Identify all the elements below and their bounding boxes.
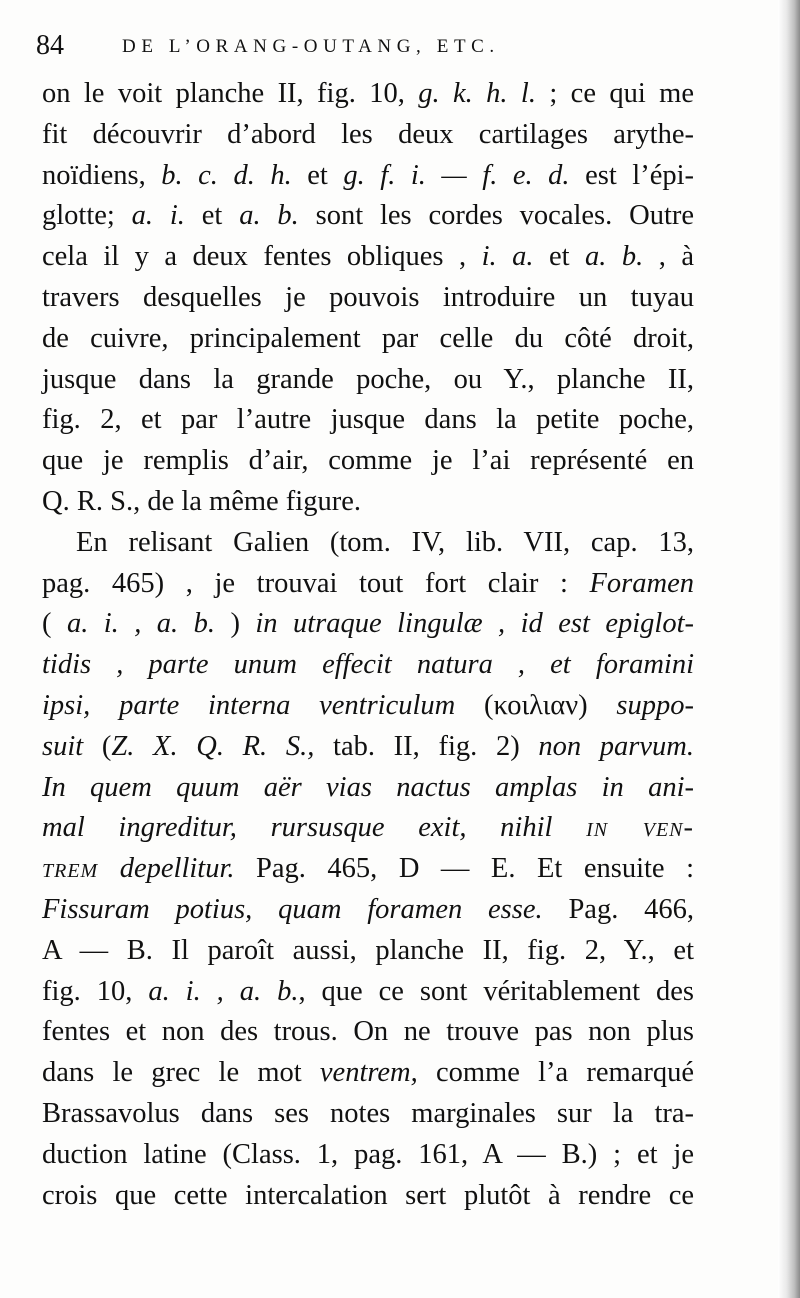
italic-segment: Fissuram potius, quam foramen esse. [42,893,543,925]
text-segment: que je remplis d’air, comme je l’ai représenté en [42,445,694,477]
text-segment: Brassavolus dans ses notes marginales sur la tra- [42,1097,694,1129]
text-segment: cela il y a deux fentes obliques , [42,241,482,273]
italic-segment: depellitur. [98,853,235,885]
text-line [42,686,694,727]
italic-segment: g. f. i. — f. e. d. [343,159,570,191]
text-segment: fig. 2, et par l’autre jusque dans la petite poche, [42,404,694,436]
running-header [36,30,636,70]
text-segment: et [291,159,344,191]
italic-segment: g. k. h. l. [418,78,536,109]
text-line [42,604,694,645]
running-title: DE L’ORANG-OUTANG, ETC. [122,36,500,57]
italic-segment: trem [42,853,99,885]
text-line [42,115,694,156]
text-line [42,972,694,1013]
text-line [42,890,694,931]
text-line [42,1012,694,1053]
italic-segment: Z. X. Q. R. S., [111,730,315,762]
text-line [42,1053,694,1094]
text-segment: glotte; [42,200,132,232]
text-segment: Q. R. S., de la même figure. [42,485,361,517]
text-line [42,768,694,809]
text-line [42,1176,694,1217]
text-segment: En relisant Galien (tom. IV, lib. VII, cap. 13, [76,526,694,558]
text-line [42,482,694,523]
text-segment: on le voit planche II, fig. 10, [42,78,419,109]
text-line [42,319,694,360]
body-text [42,74,694,1216]
italic-segment: mal ingreditur, rursusque exit, nihil [42,812,587,844]
italic-segment: ventrem, [319,1057,418,1089]
text-line [42,523,694,564]
text-segment: Pag. 466, [542,893,694,925]
text-line [42,156,694,197]
text-line [42,196,694,237]
text-line [42,564,694,605]
text-segment: pag. 465) , je trouvai tout fort clair : [42,567,590,599]
text-segment: (κοιλιαν) [455,689,617,721]
text-line [42,237,694,278]
italic-segment: ipsi, parte interna ventriculum [42,689,456,721]
text-segment: ( [83,730,112,762]
text-line [42,727,694,768]
text-line [42,931,694,972]
italic-segment: In quem quum aër vias nactus amplas in ani- [42,771,694,803]
text-segment: , à [643,241,694,273]
italic-segment: suppo- [616,689,694,721]
text-line [42,441,694,482]
text-segment: noïdiens, [42,159,162,191]
text-line [42,278,694,319]
italic-segment: a. b. [585,241,644,273]
text-line [42,645,694,686]
text-segment: jusque dans la grande poche, ou Y., planche II, [42,363,694,395]
text-segment: de cuivre, principalement par celle du côté droit, [42,322,694,354]
text-segment: sont les cordes vocales. Outre [298,200,694,232]
text-segment: crois que cette intercalation sert plutôt à rendre ce [42,1179,694,1211]
text-line [42,849,694,890]
text-line [42,808,694,849]
italic-segment: i. a. [481,241,534,273]
text-segment: est l’épi- [569,159,694,191]
italic-segment: b. c. d. h. [161,159,292,191]
text-line [42,74,694,115]
italic-segment: a. i. , a. b. [148,975,299,1007]
text-segment: ) [215,608,256,640]
text-segment: fentes et non des trous. On ne trouve pas non plus [42,1016,694,1048]
text-segment: duction latine (Class. 1, pag. 161, A — B.) ; et je [42,1138,694,1170]
text-line [42,1094,694,1135]
text-line [42,360,694,401]
text-segment: tab. II, fig. 2) [314,730,539,762]
page-edge-shadow [778,0,800,1298]
text-segment: A — B. Il paroît aussi, planche II, fig. 2, Y., et [42,934,694,966]
italic-segment: a. i. , a. b. [66,608,215,640]
text-segment: fit découvrir d’abord les deux cartilages arythe- [42,118,694,150]
italic-segment: suit [42,730,84,762]
text-segment: dans le grec le mot [42,1057,320,1089]
text-segment: ( [42,608,67,640]
text-segment: comme l’a remarqué [417,1057,694,1089]
italic-segment: a. i. [131,200,185,232]
text-segment: , que ce sont véritablement des [298,975,694,1007]
text-segment: et [533,241,586,273]
text-segment: fig. 10, [42,975,149,1007]
italic-segment: in utraque lingulæ , id est epiglot- [255,608,694,640]
italic-segment: non parvum. [538,730,695,762]
italic-segment: in ven- [586,812,695,844]
text-segment: travers desquelles je pouvois introduire un tuyau [42,281,694,313]
text-segment: et [184,200,240,232]
text-segment: ; ce qui me [535,78,694,109]
italic-segment: Foramen [589,567,694,599]
italic-segment: a. b. [239,200,299,232]
italic-segment: tidis , parte unum effecit natura , et foramini [42,649,694,681]
text-segment: Pag. 465, D — E. Et ensuite : [234,853,694,885]
text-line [42,400,694,441]
text-line [42,1135,694,1176]
page-number: 84 [36,30,64,61]
